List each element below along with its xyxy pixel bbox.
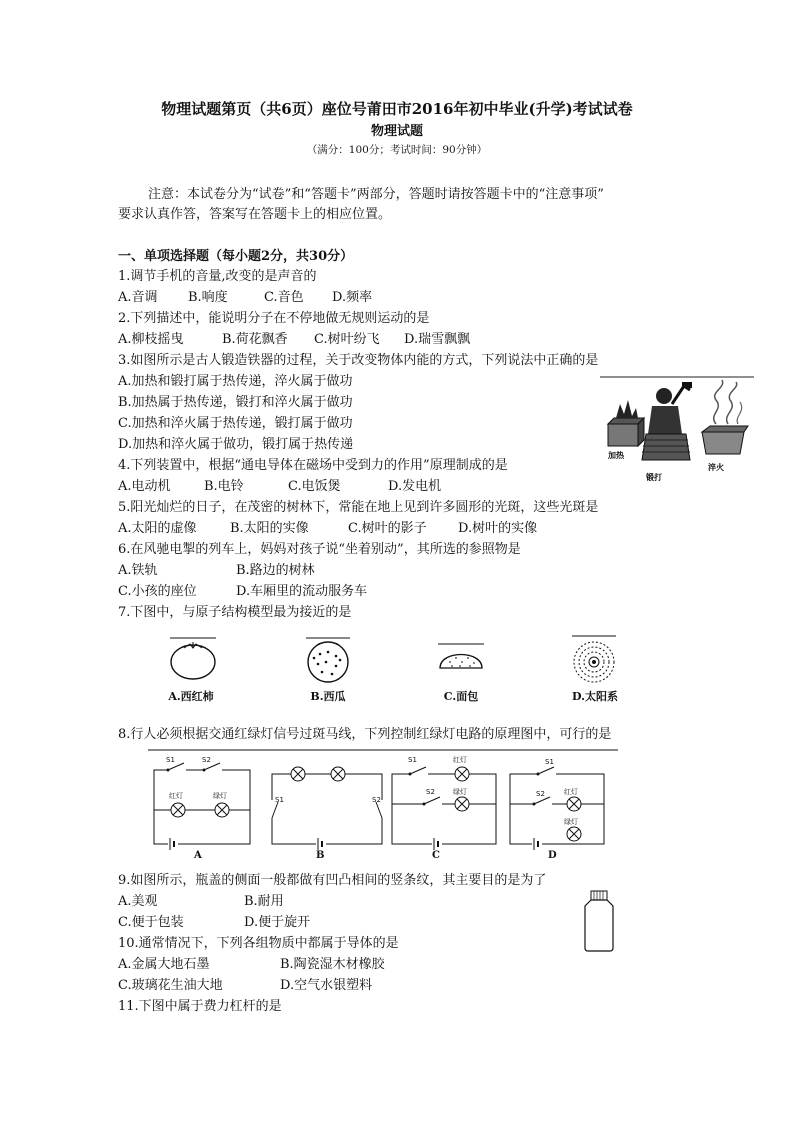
q7-figures [150,632,650,712]
q10-stem: 10.通常情况下，下列各组物质中都属于导体的是 [118,936,399,951]
q4-stem: 4.下列装置中，根据“通电导体在磁场中受到力的作用”原理制成的是 [118,458,508,473]
score-time-line: （满分：100分；考试时间：90分钟） [306,144,488,156]
q1-options [118,286,372,305]
a-red-label: 红灯 [169,792,183,800]
tomato-figure [170,638,216,679]
d-green-label: 绿灯 [564,818,578,826]
q2-stem: 2.下列描述中，能说明分子在不停地做无规则运动的是 [118,311,430,326]
circuit-label-a: A [194,850,202,861]
q5-stem: 5.阳光灿烂的日子，在茂密的树林下，常能在地上见到许多圆形的光斑，这些光斑是 [118,500,599,515]
notice-line-2: 要求认真作答，答案写在答题卡上的相应位置。 [118,207,392,222]
q10-option-c: C.玻璃花生油大地 [118,978,223,993]
circuit-label-d: D [548,850,557,861]
q6-option-c: C.小孩的座位 [118,584,197,599]
q1-option-d: D.频率 [332,290,373,305]
watermelon-figure [306,638,350,682]
b-s1: S1 [275,796,284,804]
q1-stem: 1.调节手机的音量,改变的是声音的 [118,269,317,284]
q9-option-b: B.耐用 [244,894,284,909]
q5-option-d: D.树叶的实像 [458,521,538,536]
q8-stem: 8.行人必须根据交通红绿灯信号过斑马线，下列控制红绿灯电路的原理图中，可行的是 [118,727,612,742]
q7-caption-b: B.西瓜 [310,690,346,703]
q10-option-a: A.金属大地石墨 [118,957,210,972]
q9-options-row1 [118,890,284,909]
b-s2: S2 [372,796,381,804]
circuit-d [510,767,604,850]
label-forge: 锻打 [646,473,662,482]
q6-stem: 6.在风驰电掣的列车上，妈妈对孩子说“坐着别动”，其所选的参照物是 [118,542,521,557]
c-green-label: 绿灯 [453,788,467,796]
label-quench: 淬火 [708,463,724,472]
q6-option-d: D.车厢里的流动服务车 [236,584,368,599]
page-title: 物理试题第页（共6页）座位号莆田市2016年初中毕业(升学)考试试卷 [161,100,633,118]
q3-option-a: A.加热和锻打属于热传递，淬火属于做功 [118,374,353,389]
q9-option-d: D.便于旋开 [244,915,311,930]
bottle-figure [580,890,620,952]
q10-option-d: D.空气水银塑料 [280,978,373,993]
quench-basin [702,380,748,454]
q2-option-b: B.荷花飘香 [222,332,288,347]
heating-box [608,400,644,446]
solar-system-figure [572,636,616,682]
q3-option-d: D.加热和淬火属于做功，锻打属于热传递 [118,437,354,452]
section-heading: 一、单项选择题（每小题2分，共30分） [118,249,354,264]
q6-option-b: B.路边的树林 [236,563,315,578]
circuit-a [154,763,250,850]
q3-stem: 3.如图所示是古人锻造铁器的过程，关于改变物体内能的方式，下列说法中正确的是 [118,353,599,368]
q4-options [118,475,441,494]
c-s1: S1 [408,756,417,764]
notice-line-1: 注意：本试卷分为“试卷”和“答题卡”两部分，答题时请按答题卡中的“注意事项” [148,187,604,202]
q1-option-a: A.音调 [118,290,158,305]
blacksmith [642,382,692,460]
circuit-label-c: C [432,850,440,861]
q6-option-a: A.铁轨 [118,563,158,578]
a-green-label: 绿灯 [213,792,227,800]
q1-option-b: B.响度 [188,290,228,305]
q7-caption-a: A.西红柿 [168,690,214,703]
d-s1: S1 [545,758,554,766]
q3-option-c: C.加热和淬火属于热传递，锻打属于做功 [118,416,353,431]
forging-figure [598,374,758,486]
q10-option-b: B.陶瓷湿木材橡胶 [280,957,385,972]
q8-circuits [148,748,618,866]
circuit-label-b: B [316,850,325,861]
q2-option-a: A.柳枝摇曳 [118,332,184,347]
q4-option-a: A.电动机 [118,479,171,494]
a-s2: S2 [202,756,211,764]
q2-option-c: C.树叶纷飞 [314,332,380,347]
q10-options-row2 [118,974,372,993]
circuit-b [268,767,386,850]
q10-options-row1 [118,953,385,972]
bread-figure [438,644,484,668]
q9-stem: 9.如图所示，瓶盖的侧面一般都做有凹凸相间的竖条纹，其主要目的是为了 [118,873,547,888]
q2-option-d: D.瑞雪飘飘 [404,332,471,347]
q5-options [118,517,537,536]
q4-option-b: B.电铃 [204,479,244,494]
circuit-c [392,767,496,850]
q3-option-b: B.加热属于热传递，锻打和淬火属于做功 [118,395,353,410]
c-red-label: 红灯 [453,756,467,764]
q1-option-c: C.音色 [264,290,304,305]
q4-option-d: D.发电机 [388,479,442,494]
q7-caption-c: C.面包 [443,690,479,703]
q5-option-c: C.树叶的影子 [348,521,427,536]
q9-option-a: A.美观 [118,894,158,909]
d-red-label: 红灯 [564,788,578,796]
q5-option-a: A.太阳的虚像 [118,521,197,536]
q6-options-row2 [118,580,367,599]
q11-stem: 11.下图中属于费力杠杆的是 [118,999,282,1014]
c-s2: S2 [426,788,435,796]
q4-option-c: C.电饭煲 [288,479,341,494]
q6-options-row1 [118,559,315,578]
q7-stem: 7.下图中，与原子结构模型最为接近的是 [118,605,352,620]
q5-option-b: B.太阳的实像 [230,521,309,536]
a-s1: S1 [166,756,175,764]
page-subtitle: 物理试题 [370,124,423,139]
label-heat: 加热 [608,451,624,460]
d-s2: S2 [536,790,545,798]
q2-options [118,328,470,347]
q9-options-row2 [118,911,310,930]
q7-caption-d: D.太阳系 [572,690,618,703]
q9-option-c: C.便于包装 [118,915,184,930]
